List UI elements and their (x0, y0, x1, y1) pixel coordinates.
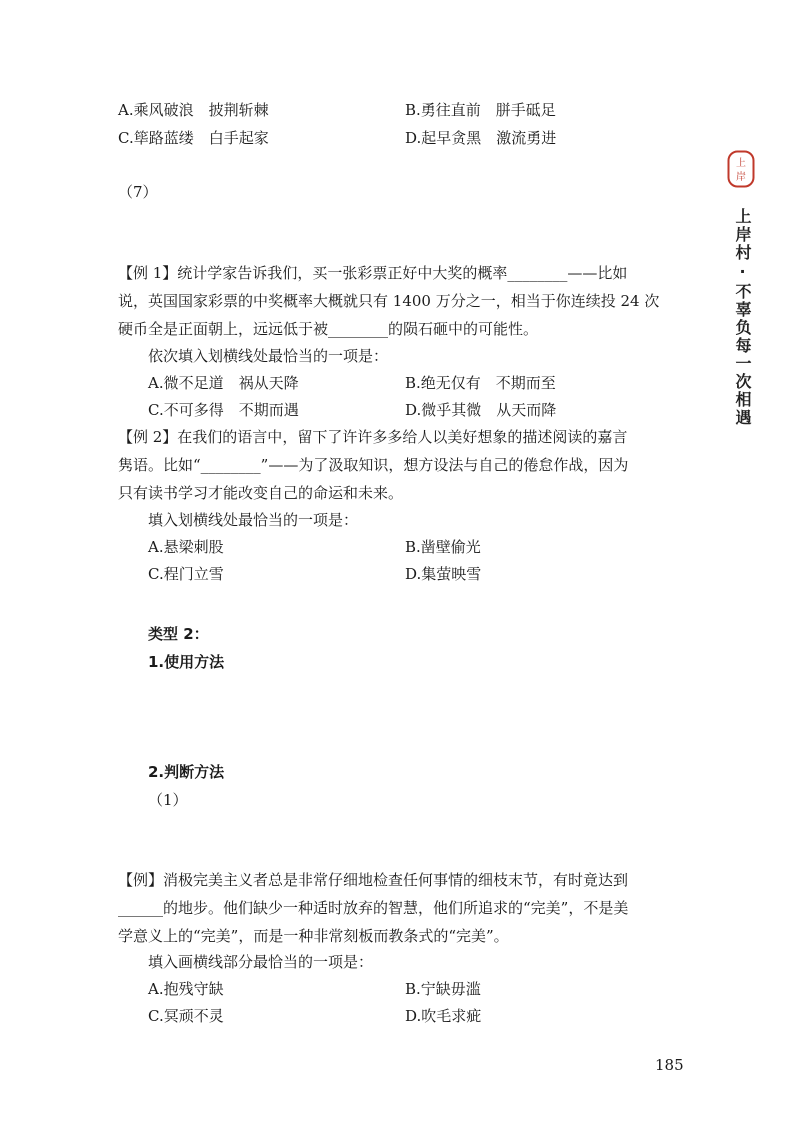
example1-option-d: D.微乎其微 从天而降 (405, 401, 557, 419)
example2-question: 填入划横线处最恰当的一项是： (148, 511, 359, 529)
example2-option-c: C.程门立雪 (148, 565, 224, 583)
example3-line3: 学意义上的“完美”，而是一种非常刻板而教条式的“完美”。 (118, 927, 509, 945)
example3-option-a: A.抱残守缺 (148, 980, 224, 998)
example1-line1: 【例 1】统计学家告诉我们，买一张彩票正好中大奖的概率________——比如 (118, 264, 628, 282)
example2-line2: 隽语。比如“________”——为了汲取知识，想方设法与自己的倦怠作战，因为 (118, 456, 629, 474)
sidebar-slogan: 上岸村·不辜负每一次相遇 (733, 208, 752, 427)
example1-question: 依次填入划横线处最恰当的一项是： (148, 347, 389, 365)
example2-option-a: A.悬梁刺股 (148, 538, 224, 556)
example1-option-b: B.绝无仅有 不期而至 (405, 374, 556, 392)
svg-text:上: 上 (736, 158, 746, 169)
example1-option-c: C.不可多得 不期而遇 (148, 401, 299, 419)
example3-line1: 【例】消极完美主义者总是非常仔细地检查任何事情的细枝末节，有时竟达到 (118, 871, 629, 889)
example2-option-b: B.凿壁偷光 (405, 538, 481, 556)
option-c: C.筚路蓝缕 白手起家 (118, 129, 269, 147)
example3-option-c: C.冥顽不灵 (148, 1007, 224, 1025)
example2-line3: 只有读书学习才能改变自己的命运和未来。 (118, 484, 404, 502)
page-number: 185 (655, 1056, 684, 1074)
example3-option-b: B.宁缺毋滥 (405, 980, 481, 998)
section-7-label: （7） (118, 183, 158, 201)
example1-line3: 硬币全是正面朝上，远远低于被________的陨石砸中的可能性。 (118, 320, 539, 338)
option-b: B.勇往直前 胼手砥足 (405, 101, 556, 119)
example3-question: 填入画横线部分最恰当的一项是： (148, 953, 374, 971)
seal-logo-icon (727, 150, 755, 188)
type2-heading: 类型 2： (148, 625, 209, 643)
example2-option-d: D.集萤映雪 (405, 565, 482, 583)
example2-line1: 【例 2】在我们的语言中，留下了许许多多给人以美好想象的描述阅读的嘉言 (118, 428, 628, 446)
example1-line2: 说，英国国家彩票的中奖概率大概就只有 1400 万分之一，相当于你连续投 24 次 (118, 292, 660, 310)
example1-option-a: A.微不足道 祸从天降 (148, 374, 299, 392)
type2-judge-heading: 2.判断方法 (148, 763, 225, 781)
example3-line2: ______的地步。他们缺少一种适时放弃的智慧，他们所追求的“完美”，不是美 (118, 899, 629, 917)
example3-option-d: D.吹毛求疵 (405, 1007, 482, 1025)
option-d: D.起早贪黑 激流勇进 (405, 129, 557, 147)
type2-item-1: （1） (148, 791, 188, 809)
svg-text:岸: 岸 (736, 172, 746, 183)
type2-usage-heading: 1.使用方法 (148, 653, 225, 671)
option-a: A.乘风破浪 披荆斩棘 (118, 101, 269, 119)
